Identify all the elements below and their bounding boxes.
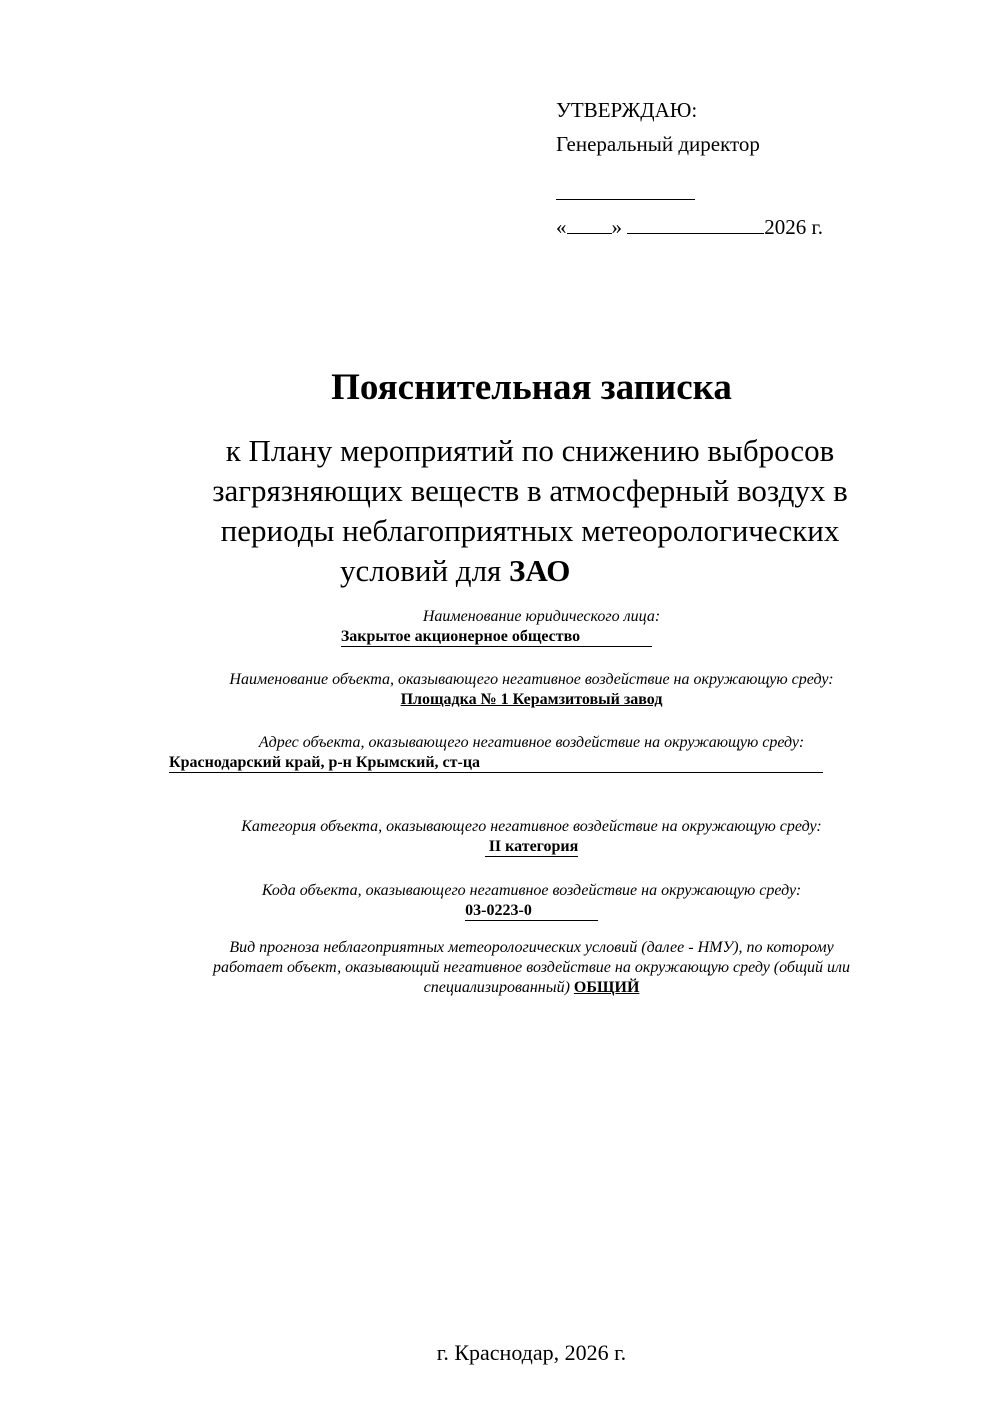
subtitle-line-1: к Плану мероприятий по снижению выбросов [225,433,835,468]
subtitle-line-4 [180,551,880,591]
subtitle-line-3: периоды неблагоприятных метеорологических [220,513,840,548]
approval-position: Генеральный директор [556,132,760,156]
subtitle-line-2: загрязняющих веществ в атмосферный воздух в [212,473,848,508]
subtitle-line-4-prefix: условий для [340,553,510,588]
address-field [0,733,993,773]
category-field [0,817,993,857]
company-abbreviation: ЗАО [509,553,571,588]
code-label: Кода объекта, оказывающего негативное воздействие на окружающую среду: [261,882,802,899]
code-field [0,881,993,921]
document-title: Пояснительная записка [331,367,732,408]
city-year: г. Краснодар, 2026 г. [436,1340,627,1365]
legal-entity-field [0,607,993,647]
forecast-label-line-1: Вид прогноза неблагоприятных метеорологических условий (далее - НМУ), по которому [229,939,834,956]
legal-entity-label: Наименование юридического лица: [422,608,661,625]
legal-entity-value: Закрытое акционерное общество [341,628,652,647]
category-label: Категория объекта, оказывающего негативное воздействие на окружающую среду: [241,818,822,835]
date-close-quote: » [611,215,622,239]
address-label: Адрес объекта, оказывающего негативное воздействие на окружающую среду: [258,734,805,751]
forecast-label-line-3: специализированный) [423,979,570,996]
document-subtitle [180,431,880,591]
address-value: Краснодарский край, р-н Крымский, ст-ца [169,754,823,773]
approval-block [556,93,823,244]
date-year: 2026 г. [764,215,823,239]
object-name-field [0,670,993,710]
month-blank [627,213,764,234]
category-value: II категория [485,838,579,857]
object-name-value: Площадка № 1 Керамзитовый завод [400,691,663,708]
forecast-value: ОБЩИЙ [573,979,640,996]
approval-date [556,210,823,244]
forecast-field [0,938,993,998]
code-value: 03-0223-0 [465,902,598,921]
object-name-label: Наименование объекта, оказывающего негативное воздействие на окружающую среду: [229,671,834,688]
day-blank [567,213,612,234]
forecast-label-line-2: работает объект, оказывающий негативное воздействие на окружающую среду (общий или [212,959,851,976]
date-open-quote: « [556,215,567,239]
approval-heading: УТВЕРЖДАЮ: [556,98,698,122]
signature-line [556,173,695,200]
